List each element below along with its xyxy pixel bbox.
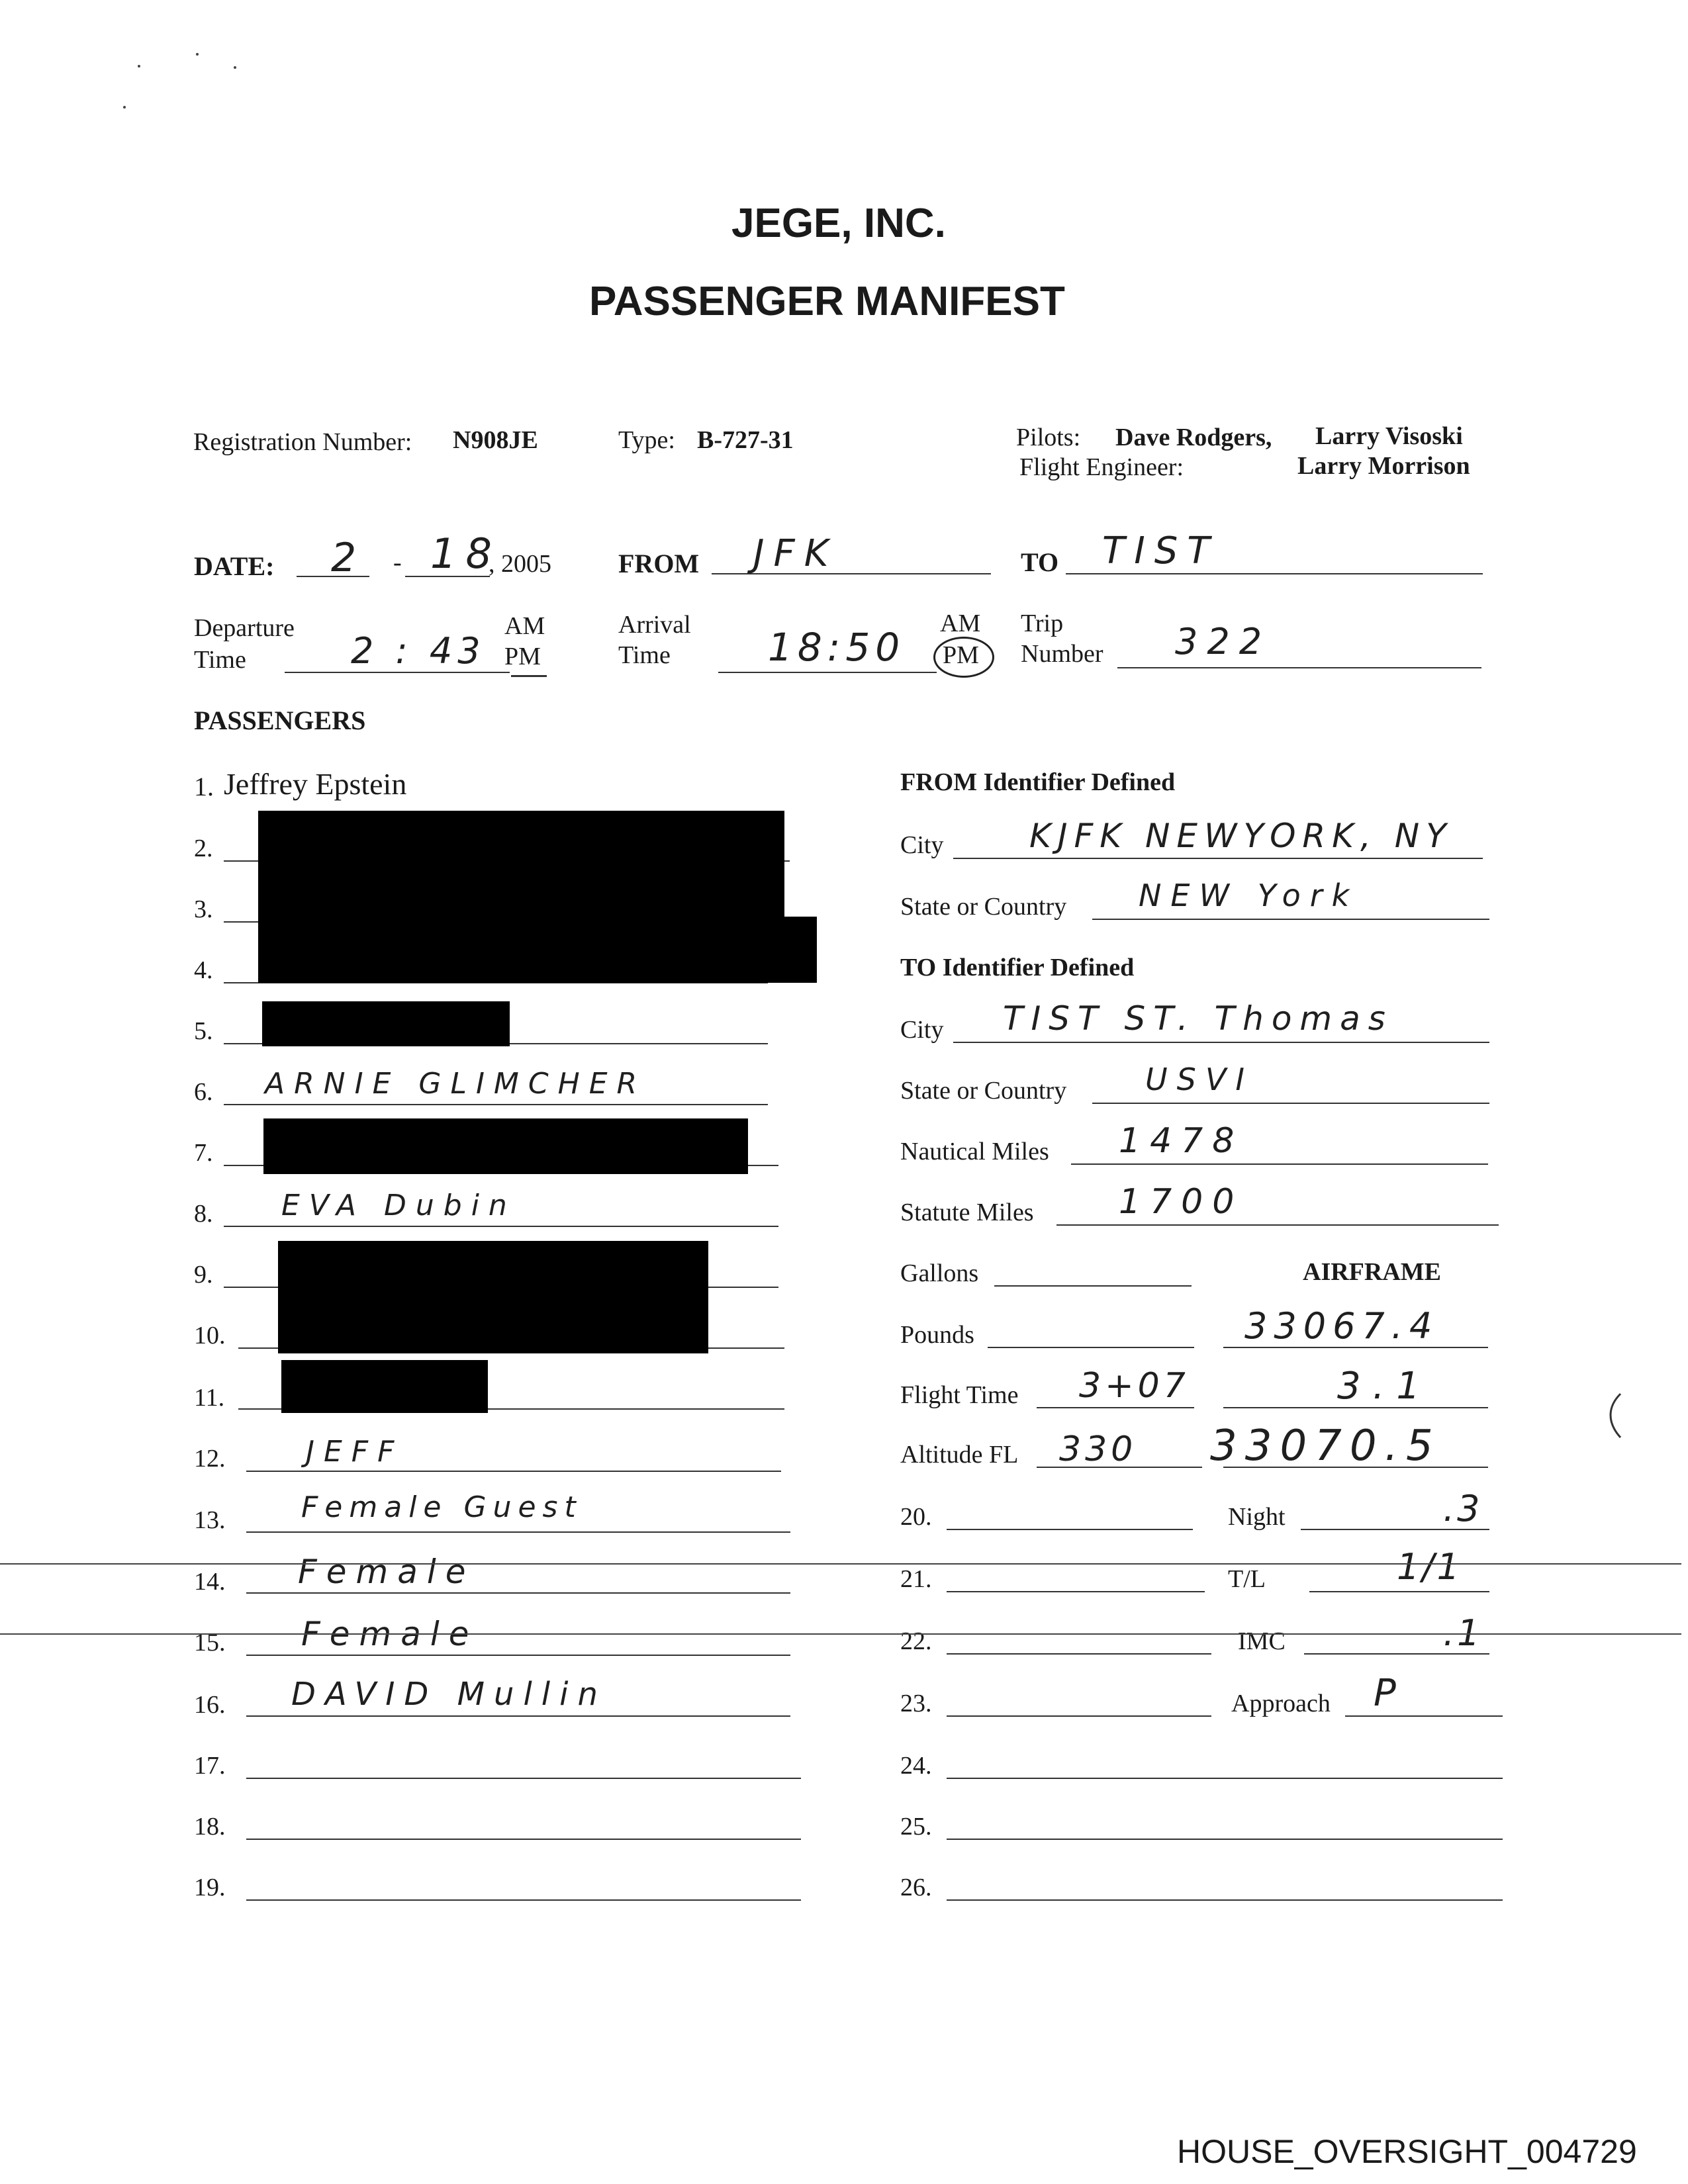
passenger-line [246,1839,801,1840]
from-city-label: City [900,831,944,859]
document-title: PASSENGER MANIFEST [589,279,1065,324]
passenger-num: 19. [194,1874,226,1901]
passenger-num: 20. [900,1503,932,1531]
passenger-num: 13. [194,1506,226,1534]
passenger-num: 26. [900,1874,932,1901]
passenger-num: 5. [194,1017,213,1045]
passenger-line [947,1591,1205,1592]
to-state-line [1092,1103,1489,1104]
passenger-name: Female Guest [301,1490,583,1524]
flight-time-airframe: 3.1 [1337,1365,1432,1408]
from-state-label: State or Country [900,893,1067,921]
trip-label-number: Number [1021,640,1103,668]
redaction-box [278,1241,708,1353]
passenger-line [224,1104,768,1105]
passenger-num: 15. [194,1629,226,1657]
imc-value: .1 [1443,1612,1483,1654]
passenger-line [947,1653,1211,1655]
passenger-name: EVA Dubin [281,1189,516,1222]
to-state-value: USVI [1145,1062,1254,1097]
to-state-label: State or Country [900,1077,1067,1105]
to-value: TIST [1102,529,1219,572]
pounds-line [988,1347,1194,1348]
bates-number: HOUSE_OVERSIGHT_004729 [1177,2133,1637,2170]
to-identifier-heading: TO Identifier Defined [900,954,1135,981]
trip-value: 322 [1175,621,1272,662]
passenger-line [246,1531,790,1533]
redaction-box [262,1001,510,1046]
pounds-airframe-line [1223,1347,1488,1348]
passenger-line [947,1899,1503,1901]
approach-label: Approach [1231,1690,1331,1717]
registration-label: Registration Number: [193,428,412,456]
company-name: JEGE, INC. [731,201,946,246]
strike-line [0,1563,1681,1565]
departure-line [285,672,510,673]
passenger-line [246,1471,781,1472]
from-city-value: KJFK NEWYORK, NY [1029,817,1453,855]
type-label: Type: [618,426,675,454]
date-dash: - [393,549,402,576]
to-label: TO [1021,547,1059,577]
passenger-line [947,1839,1503,1840]
passenger-num: 22. [900,1627,932,1655]
pilot-1: Dave Rodgers, [1115,424,1272,451]
arrival-label: Arrival [618,611,691,639]
redaction-box [774,917,817,983]
type-value: B-727-31 [697,426,794,454]
passenger-num: 12. [194,1445,226,1473]
imc-label: IMC [1238,1627,1286,1655]
passengers-heading: PASSENGERS [194,705,366,735]
passenger-num: 6. [194,1078,213,1106]
strike-line [0,1633,1681,1635]
passenger-num: 3. [194,895,213,923]
passenger-num: 4. [194,956,213,984]
night-label: Night [1228,1503,1286,1531]
passenger-num: 23. [900,1690,932,1717]
departure-label-time: Time [194,646,246,674]
flight-time-value: 3+07 [1079,1366,1190,1406]
scan-mark-icon [119,46,252,126]
altitude-airframe: 33070.5 [1210,1422,1441,1471]
arrival-line [718,672,937,673]
pilot-2: Larry Visoski [1315,422,1463,450]
passenger-name: Female [301,1615,479,1653]
from-label: FROM [618,549,700,578]
engineer-label: Flight Engineer: [1019,453,1184,481]
date-month-value: 2 [331,535,366,581]
pounds-value: 33067.4 [1244,1305,1439,1347]
flight-time-label: Flight Time [900,1381,1019,1409]
passenger-num: 1. [194,772,214,801]
approach-line [1345,1715,1503,1717]
passenger-num: 8. [194,1200,213,1228]
engineer-value: Larry Morrison [1297,452,1470,480]
arrival-am: AM [940,610,981,637]
departure-am: AM [504,612,545,640]
statute-value: 1700 [1119,1182,1244,1222]
passenger-num: 11. [194,1384,225,1412]
altitude-value: 330 [1059,1430,1137,1469]
date-day-value: 18 [430,529,501,578]
from-state-value: NEW York [1139,878,1359,913]
passenger-name: DAVID Mullin [291,1676,607,1713]
date-label: DATE: [194,551,275,581]
passenger-line [947,1529,1193,1530]
passenger-num: 18. [194,1813,226,1841]
approach-value: P [1374,1672,1405,1715]
pilots-label: Pilots: [1016,424,1081,451]
flight-time-line [1037,1407,1194,1408]
gallons-label: Gallons [900,1259,979,1287]
registration-value: N908JE [453,426,538,454]
redaction-box [281,1360,488,1413]
passenger-line [246,1899,801,1901]
passenger-line [246,1592,790,1594]
trip-line [1117,667,1481,668]
passenger-num: 9. [194,1261,213,1289]
arrival-label-time: Time [618,641,671,669]
passenger-num: 17. [194,1752,226,1780]
departure-pm: PM [504,643,541,670]
redaction-box [258,811,784,983]
arrival-pm-circle [933,637,994,678]
tl-label: T/L [1228,1565,1266,1593]
gallons-line [994,1285,1192,1287]
from-state-line [1092,919,1489,920]
statute-label: Statute Miles [900,1199,1034,1226]
airframe-heading: AIRFRAME [1303,1258,1441,1286]
pounds-label: Pounds [900,1321,974,1349]
passenger-line [224,1226,778,1227]
passenger-line [246,1778,801,1779]
to-line [1066,573,1483,574]
to-city-label: City [900,1016,944,1044]
passenger-name: Jeffrey Epstein [224,767,407,801]
arrival-value: 18:50 [768,625,906,670]
passenger-line [947,1715,1211,1717]
night-value: .3 [1443,1488,1483,1529]
departure-pm-underline [511,675,547,677]
passenger-line [246,1715,790,1717]
departure-value: 2 : 43 [351,630,486,672]
nautical-line [1071,1163,1488,1165]
from-city-line [953,858,1483,859]
passenger-num: 25. [900,1813,932,1841]
passenger-name: Female [298,1553,475,1591]
passenger-name: JEFF [306,1435,404,1469]
bracket-mark-icon [1602,1390,1628,1443]
passenger-num: 2. [194,835,213,862]
altitude-label: Altitude FL [900,1441,1019,1469]
passenger-line [947,1778,1503,1779]
to-city-value: TIST ST. Thomas [1003,999,1393,1038]
passenger-num: 7. [194,1139,213,1167]
passenger-num: 16. [194,1691,226,1719]
tl-value: 1/1 [1397,1546,1462,1588]
passenger-num: 14. [194,1568,226,1596]
passenger-name: ARNIE GLIMCHER [265,1067,647,1101]
to-city-line [953,1042,1489,1043]
redaction-box [263,1118,748,1174]
nautical-label: Nautical Miles [900,1138,1049,1165]
passenger-line [246,1655,790,1656]
passenger-num: 24. [900,1752,932,1780]
arrival-pm: PM [943,641,979,669]
from-value: JFK [753,532,838,575]
statute-line [1056,1224,1499,1226]
departure-label: Departure [194,614,295,642]
passenger-num: 10. [194,1322,226,1349]
from-identifier-heading: FROM Identifier Defined [900,768,1176,796]
date-year: , 2005 [489,550,551,578]
nautical-value: 1478 [1119,1121,1244,1161]
tl-line [1309,1591,1489,1592]
passenger-num: 21. [900,1565,932,1593]
trip-label: Trip [1021,610,1064,637]
